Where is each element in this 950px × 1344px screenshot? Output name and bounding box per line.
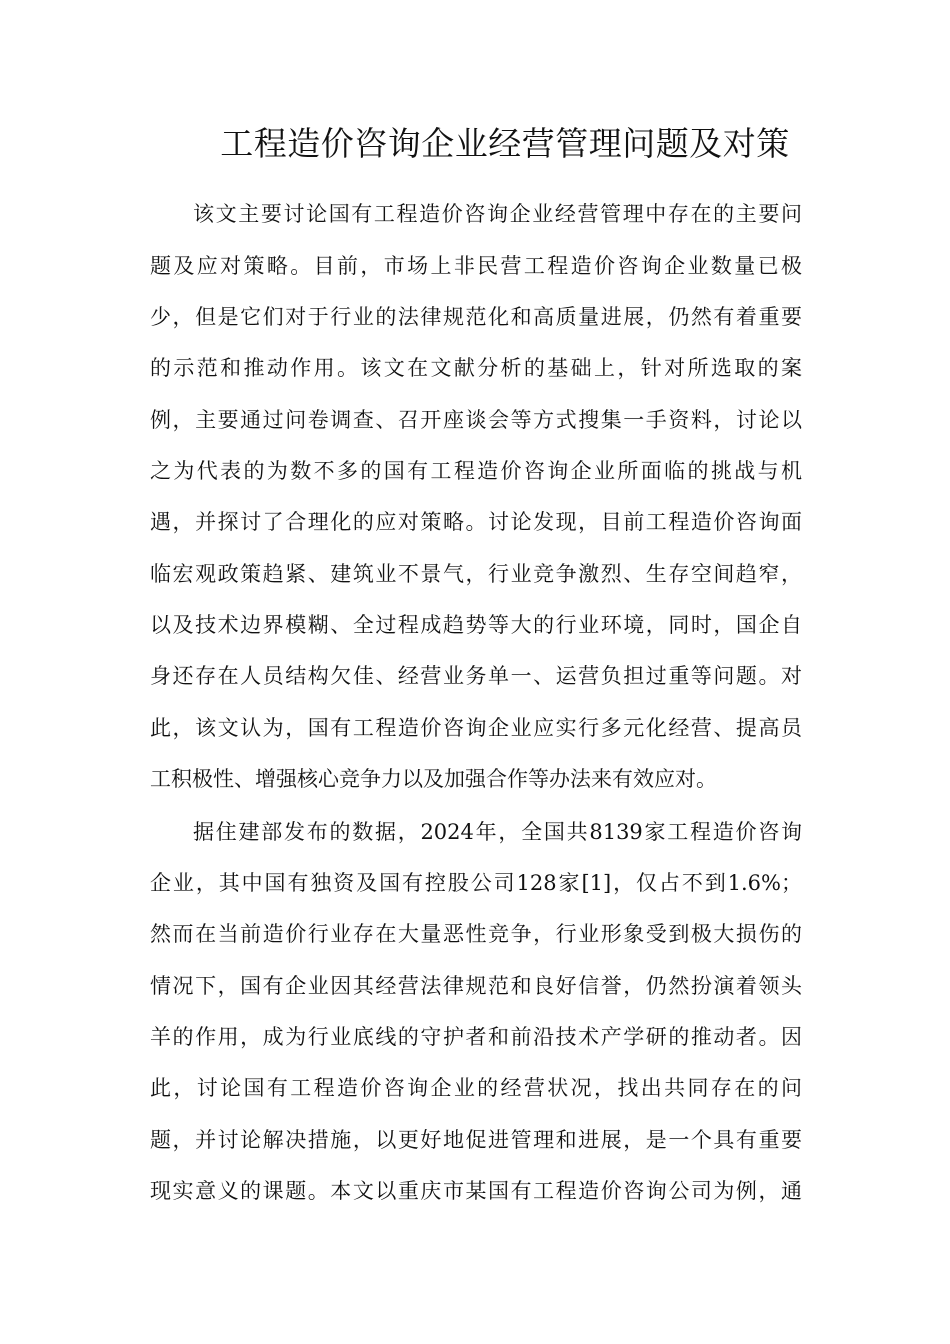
document-title: 工程造价咨询企业经营管理问题及对策 (220, 124, 790, 163)
paragraph-line: 以及技术边界模糊、全过程成趋势等大的行业环境，同时，国企自 (150, 613, 802, 637)
paragraph-line: 企业，其中国有独资及国有控股公司128家[1]，仅占不到1.6%； (150, 871, 802, 895)
paragraph-line: 少，但是它们对于行业的法律规范化和高质量进展，仍然有着重要 (150, 305, 802, 329)
paragraph-line: 遇，并探讨了合理化的应对策略。讨论发现，目前工程造价咨询面 (150, 510, 802, 534)
paragraph-line: 身还存在人员结构欠佳、经营业务单一、运营负担过重等问题。对 (150, 664, 802, 688)
paragraph-line: 之为代表的为数不多的国有工程造价咨询企业所面临的挑战与机 (150, 459, 802, 483)
paragraph-line: 情况下，国有企业因其经营法律规范和良好信誉，仍然扮演着领头 (150, 974, 802, 998)
paragraph-line: 此，该文认为，国有工程造价咨询企业应实行多元化经营、提高员 (150, 716, 802, 740)
paragraph-line: 题及应对策略。目前，市场上非民营工程造价咨询企业数量已极 (150, 254, 802, 278)
paragraph-line: 现实意义的课题。本文以重庆市某国有工程造价咨询公司为例，通 (150, 1179, 802, 1203)
paragraph-line: 工积极性、增强核心竞争力以及加强合作等办法来有效应对。 (150, 767, 717, 791)
paragraph-line: 题，并讨论解决措施，以更好地促进管理和进展，是一个具有重要 (150, 1128, 802, 1152)
paragraph-line: 例，主要通过问卷调查、召开座谈会等方式搜集一手资料，讨论以 (150, 408, 802, 432)
paragraph-line: 羊的作用，成为行业底线的守护者和前沿技术产学研的推动者。因 (150, 1025, 802, 1049)
paragraph-line: 临宏观政策趋紧、建筑业不景气，行业竞争激烈、生存空间趋窄， (150, 562, 802, 586)
paragraph-line: 的示范和推动作用。该文在文献分析的基础上，针对所选取的案 (150, 356, 802, 380)
paragraph-line: 据住建部发布的数据，2024年，全国共8139家工程造价咨询 (193, 820, 802, 844)
paragraph-line: 然而在当前造价行业存在大量恶性竞争，行业形象受到极大损伤的 (150, 922, 802, 946)
paragraph-line: 此，讨论国有工程造价咨询企业的经营状况，找出共同存在的问 (150, 1076, 802, 1100)
paragraph-line: 该文主要讨论国有工程造价咨询企业经营管理中存在的主要问 (193, 202, 802, 226)
